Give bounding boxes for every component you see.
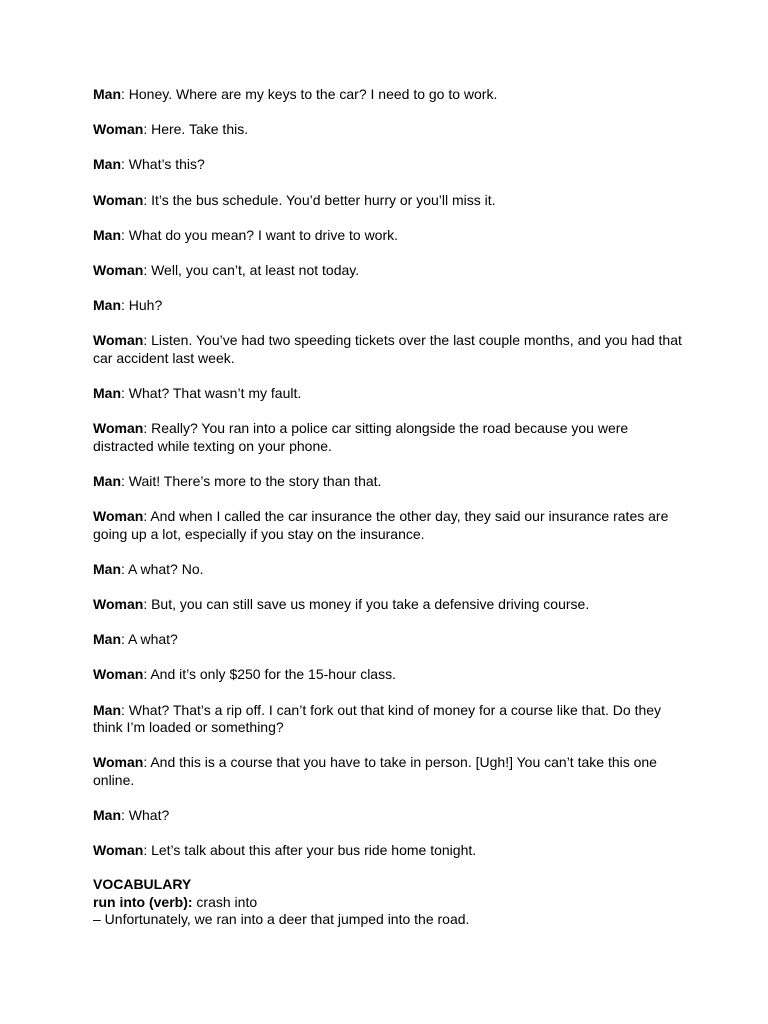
dialogue-line [93, 86, 683, 104]
speaker-name: Man [93, 806, 121, 823]
dialogue-text: : Let’s talk about this after your bus ride home tonight. [143, 842, 477, 859]
dialogue-line [93, 297, 683, 315]
speaker-name: Man [93, 156, 121, 173]
vocabulary-definition: crash into [192, 893, 258, 910]
dialogue-text: : And when I called the car insurance the other day, they said our insurance rates are going up a lot, especially if you stay on the insurance. [93, 508, 669, 542]
dialogue-text: : A what? [121, 631, 178, 648]
speaker-name: Man [93, 385, 121, 401]
dialogue-text: : Honey. Where are my keys to the car? I need to go to work. [121, 86, 498, 102]
speaker-name: Woman [93, 842, 144, 859]
dialogue-text: : Here. Take this. [143, 121, 249, 138]
dialogue-line [93, 156, 683, 174]
speaker-name: Man [93, 560, 121, 577]
dialogue-text: : What? That wasn’t my fault. [121, 385, 302, 401]
vocabulary-section [93, 876, 683, 929]
dialogue-line [93, 227, 683, 245]
dialogue-line [93, 262, 683, 280]
dialogue-text: : Listen. You’ve had two speeding tickets over the last couple months, and you had that car accident last week. [93, 332, 682, 366]
speaker-name: Man [93, 701, 121, 718]
dialogue-line [93, 385, 683, 403]
speaker-name: Man [93, 297, 121, 314]
dialogue-line [93, 842, 683, 860]
dialogue-text: : What? That’s a rip off. I can’t fork out that kind of money for a course like that. Do they think I’m loaded or something? [93, 701, 662, 735]
dialogue-text: : What? [121, 806, 170, 823]
speaker-name: Man [93, 226, 121, 243]
speaker-name: Man [93, 472, 121, 489]
dialogue-line [93, 420, 683, 455]
dialogue-text: : Really? You ran into a police car sitting alongside the road because you were distracted while texting on your phone. [93, 420, 629, 454]
dialogue-line [93, 702, 683, 737]
speaker-name: Woman [93, 191, 144, 208]
vocabulary-term: run into (verb): [93, 893, 193, 910]
dialogue-line [93, 473, 683, 491]
dialogue-text: : What do you mean? I want to drive to work. [121, 226, 399, 243]
dialogue-line [93, 332, 683, 367]
dialogue-text: : Well, you can’t, at least not today. [143, 261, 360, 278]
dialogue-text: : A what? No. [121, 560, 204, 577]
speaker-name: Woman [93, 754, 144, 771]
dialogue-text: : And this is a course that you have to take in person. [Ugh!] You can’t take this one online. [93, 754, 657, 788]
speaker-name: Man [93, 86, 121, 102]
dialogue-text: : Huh? [121, 297, 163, 314]
document-page [93, 86, 683, 929]
speaker-name: Woman [93, 420, 144, 437]
dialogue-line [93, 631, 683, 649]
dialogue-line [93, 666, 683, 684]
speaker-name: Woman [93, 261, 144, 278]
dialogue-text: : But, you can still save us money if you take a defensive driving course. [143, 595, 590, 612]
vocabulary-example: – Unfortunately, we ran into a deer that jumped into the road. [93, 911, 470, 928]
speaker-name: Woman [93, 508, 144, 525]
dialogue-text: : What’s this? [121, 156, 205, 173]
dialogue-line [93, 121, 683, 139]
dialogue-line [93, 596, 683, 614]
speaker-name: Woman [93, 666, 144, 683]
dialogue-line [93, 192, 683, 210]
speaker-name: Woman [93, 595, 144, 612]
dialogue-text: : It’s the bus schedule. You’d better hurry or you’ll miss it. [143, 191, 496, 208]
dialogue-line [93, 508, 683, 543]
speaker-name: Woman [93, 332, 144, 349]
dialogue-text: : Wait! There’s more to the story than that. [121, 472, 382, 489]
dialogue-line [93, 807, 683, 825]
speaker-name: Man [93, 631, 121, 648]
dialogue-line [93, 754, 683, 789]
speaker-name: Woman [93, 121, 144, 138]
vocabulary-heading: VOCABULARY [93, 876, 192, 893]
vocabulary-entry [93, 894, 683, 912]
dialogue-text: : And it’s only $250 for the 15-hour class. [143, 666, 396, 683]
dialogue-line [93, 561, 683, 579]
